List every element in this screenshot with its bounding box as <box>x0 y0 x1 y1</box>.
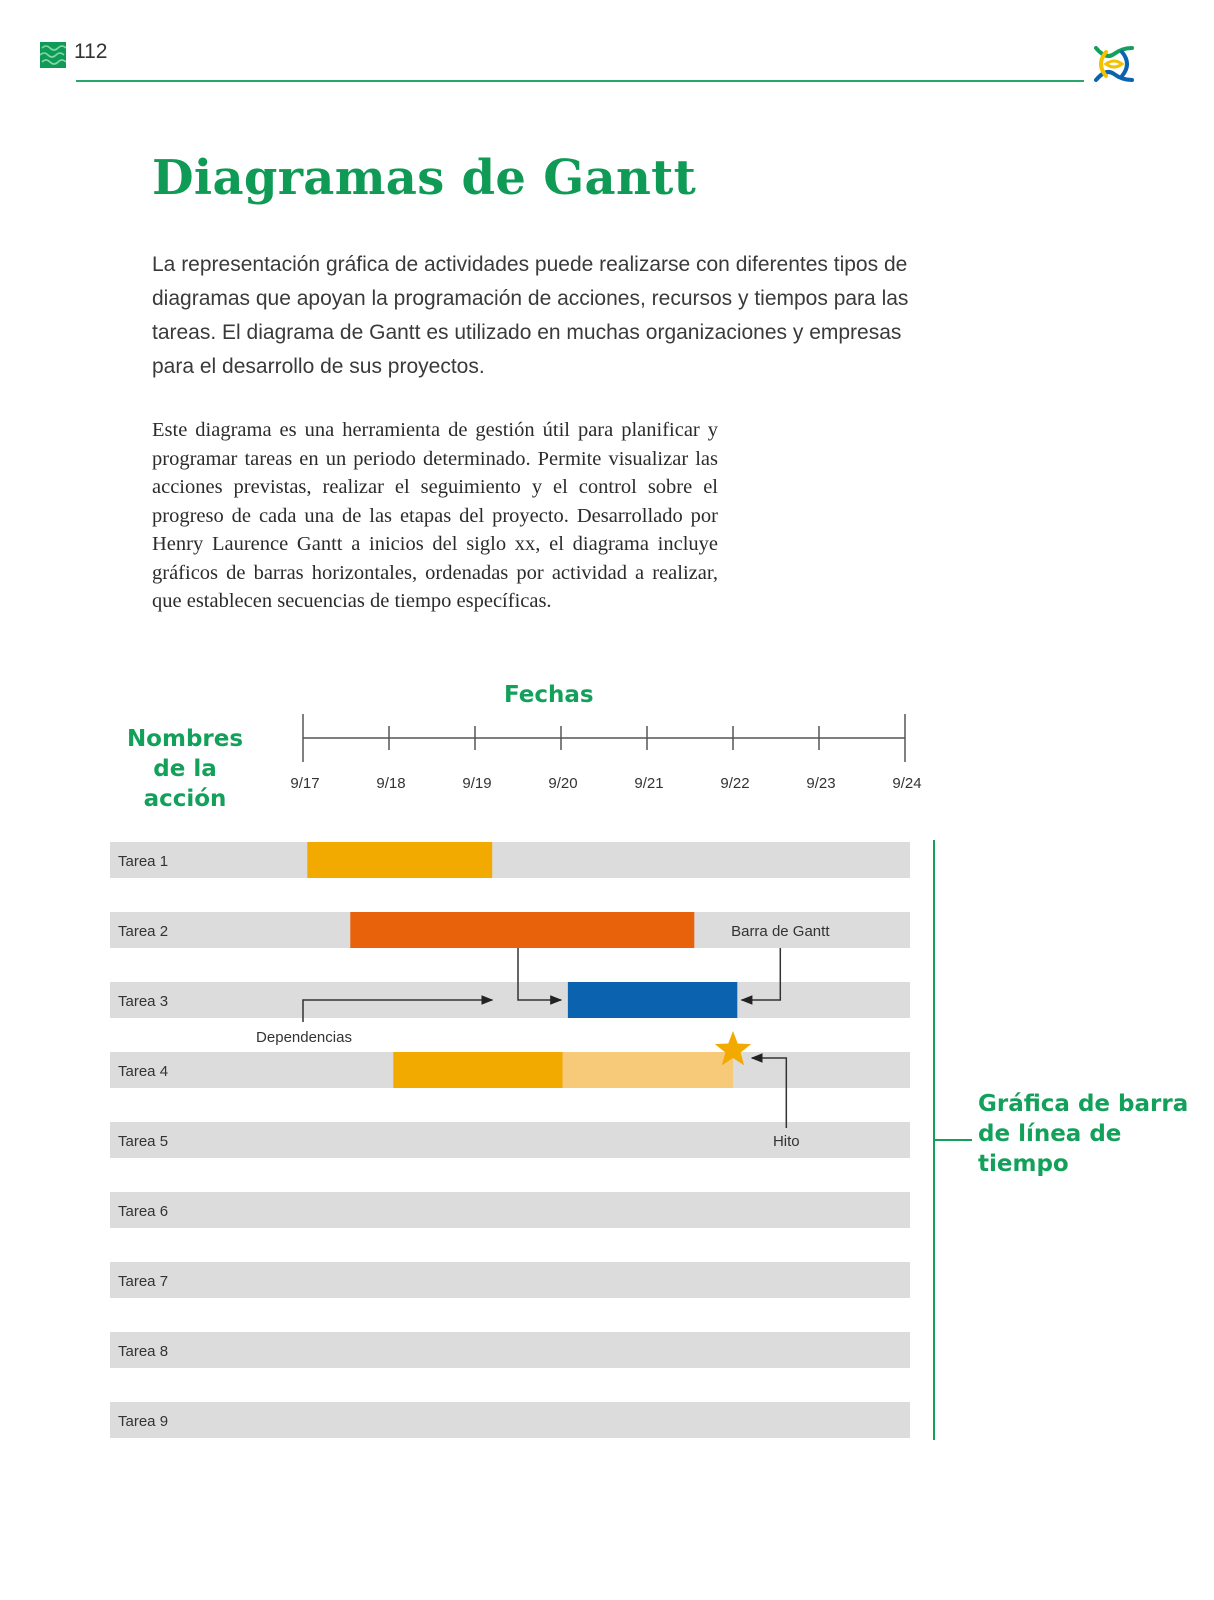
task-label: Tarea 9 <box>118 1413 169 1430</box>
task-label: Tarea 5 <box>118 1133 169 1150</box>
dates-label: Fechas <box>504 682 594 708</box>
intro-paragraph: La representación gráfica de actividades puede realizarse con diferentes tipos de diagramas que apoyan la programación de acciones, recursos y tiempos para las tareas. El diagrama de Gantt es utilizado en muchas organizaciones y empresas para el desarrollo de sus proyectos. <box>152 253 909 378</box>
date-tick-label: 9/17 <box>290 775 320 792</box>
gantt-bars <box>307 842 751 1088</box>
date-tick-label: 9/24 <box>892 775 922 792</box>
task-row <box>110 1192 910 1228</box>
task-row <box>110 1332 910 1368</box>
milestone-label: Hito <box>772 1133 800 1150</box>
date-tick-label: 9/23 <box>806 775 836 792</box>
gantt-bar <box>563 1052 733 1088</box>
task-label: Tarea 3 <box>118 993 169 1010</box>
timeline-label: Gráfica de barra de línea de tiempo <box>978 1091 1189 1177</box>
task-row <box>110 982 910 1018</box>
actions-label: Nombres de la acción <box>126 726 244 812</box>
gantt-bar-label: Barra de Gantt <box>731 923 830 940</box>
task-label: Tarea 1 <box>118 853 169 870</box>
gantt-bar <box>307 842 492 878</box>
task-row <box>110 1262 910 1298</box>
task-row <box>110 1402 910 1438</box>
body-paragraph: Este diagrama es una herramienta de gestión útil para planificar y programar tareas en un periodo determinado. Permite visualizar las acciones previstas, realizar el seguimiento y el control sobre el progreso de cada una de las etapas del proyecto. Desarrollado por Henry Laurence Gantt a inicios del siglo xx, el diagrama incluye gráficos de barras horizontales, ordenadas por actividad a realizar, que establecen secuencias de tiempo específicas. <box>152 419 718 612</box>
task-label: Tarea 2 <box>118 923 169 940</box>
task-label: Tarea 8 <box>118 1343 169 1360</box>
gantt-bar <box>568 982 737 1018</box>
date-tick-label: 9/20 <box>548 775 578 792</box>
dependencies-label: Dependencias <box>256 1029 352 1046</box>
date-axis <box>290 714 921 792</box>
task-row <box>110 842 910 878</box>
gantt-bar <box>350 912 694 948</box>
task-label: Tarea 4 <box>118 1063 169 1080</box>
page-title: Diagramas de Gantt <box>152 150 697 206</box>
date-tick-label: 9/22 <box>720 775 750 792</box>
date-tick-label: 9/21 <box>634 775 664 792</box>
task-label: Tarea 6 <box>118 1203 169 1220</box>
date-tick-label: 9/18 <box>376 775 406 792</box>
gantt-bar <box>393 1052 562 1088</box>
date-tick-label: 9/19 <box>462 775 492 792</box>
task-label: Tarea 7 <box>118 1273 169 1290</box>
page-number: 112 <box>74 40 108 63</box>
